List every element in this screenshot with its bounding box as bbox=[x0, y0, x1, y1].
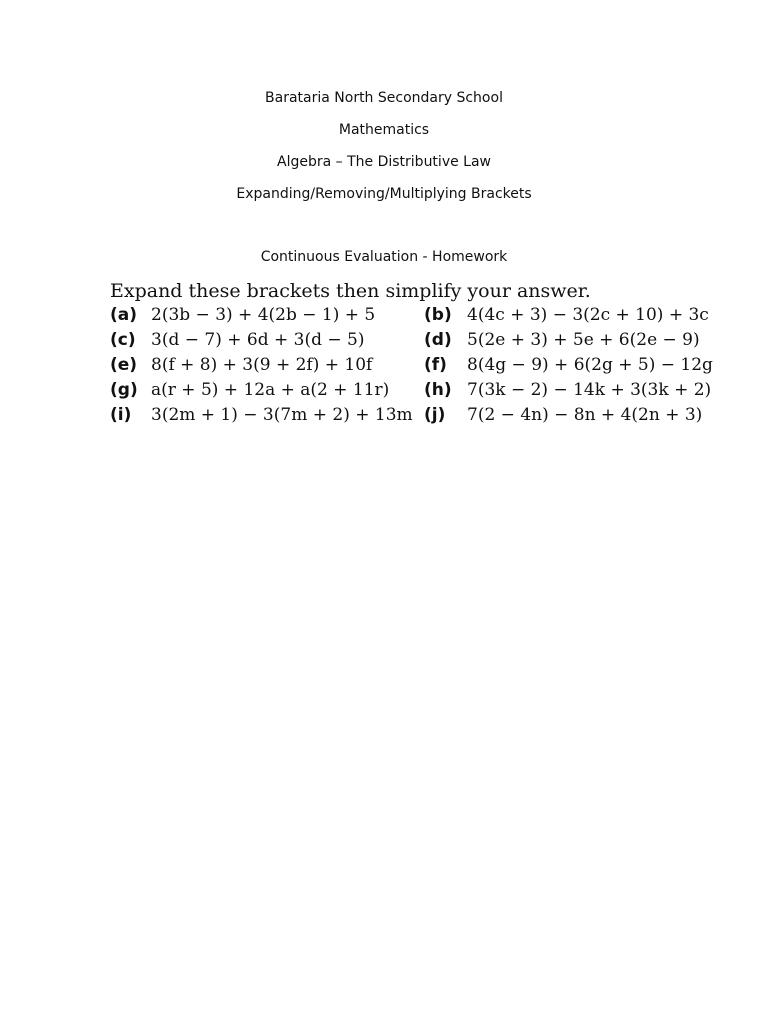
problem-expression: 7(3k − 2) − 14k + 3(3k + 2) bbox=[467, 380, 712, 400]
problem-label: (j) bbox=[424, 405, 446, 425]
problem-expression: 3(2m + 1) − 3(7m + 2) + 13m bbox=[151, 405, 413, 425]
problem-expression: 3(d − 7) + 6d + 3(d − 5) bbox=[151, 330, 365, 350]
topic-title: Algebra – The Distributive Law bbox=[277, 154, 491, 170]
problem-label: (a) bbox=[110, 305, 138, 325]
problem-expression: 7(2 − 4n) − 8n + 4(2n + 3) bbox=[467, 405, 703, 425]
problem-label: (c) bbox=[110, 330, 136, 350]
problem-label: (e) bbox=[110, 355, 138, 375]
problem-row bbox=[110, 378, 730, 403]
subtopic-title: Expanding/Removing/Multiplying Brackets bbox=[236, 186, 532, 202]
problem-label: (d) bbox=[424, 330, 452, 350]
problem-row bbox=[110, 353, 730, 378]
instruction-text: Expand these brackets then simplify your answer. bbox=[110, 280, 591, 302]
problem-expression: 8(f + 8) + 3(9 + 2f) + 10f bbox=[151, 355, 373, 375]
evaluation-type: Continuous Evaluation - Homework bbox=[260, 249, 508, 265]
problem-expression: 2(3b − 3) + 4(2b − 1) + 5 bbox=[151, 305, 376, 325]
problem-expression: 4(4c + 3) − 3(2c + 10) + 3c bbox=[467, 305, 709, 325]
problem-row bbox=[110, 403, 730, 428]
problem-label: (f) bbox=[424, 355, 447, 375]
school-name: Barataria North Secondary School bbox=[265, 90, 503, 106]
problem-expression: 5(2e + 3) + 5e + 6(2e − 9) bbox=[467, 330, 700, 350]
problem-label: (i) bbox=[110, 405, 132, 425]
problem-label: (g) bbox=[110, 380, 138, 400]
problem-label: (h) bbox=[424, 380, 452, 400]
problem-row bbox=[110, 328, 730, 353]
problem-row bbox=[110, 303, 730, 328]
problem-label: (b) bbox=[424, 305, 452, 325]
problem-expression: a(r + 5) + 12a + a(2 + 11r) bbox=[151, 380, 390, 400]
subject-title: Mathematics bbox=[338, 122, 430, 138]
problem-expression: 8(4g − 9) + 6(2g + 5) − 12g bbox=[467, 355, 713, 375]
problem-list bbox=[110, 303, 730, 428]
